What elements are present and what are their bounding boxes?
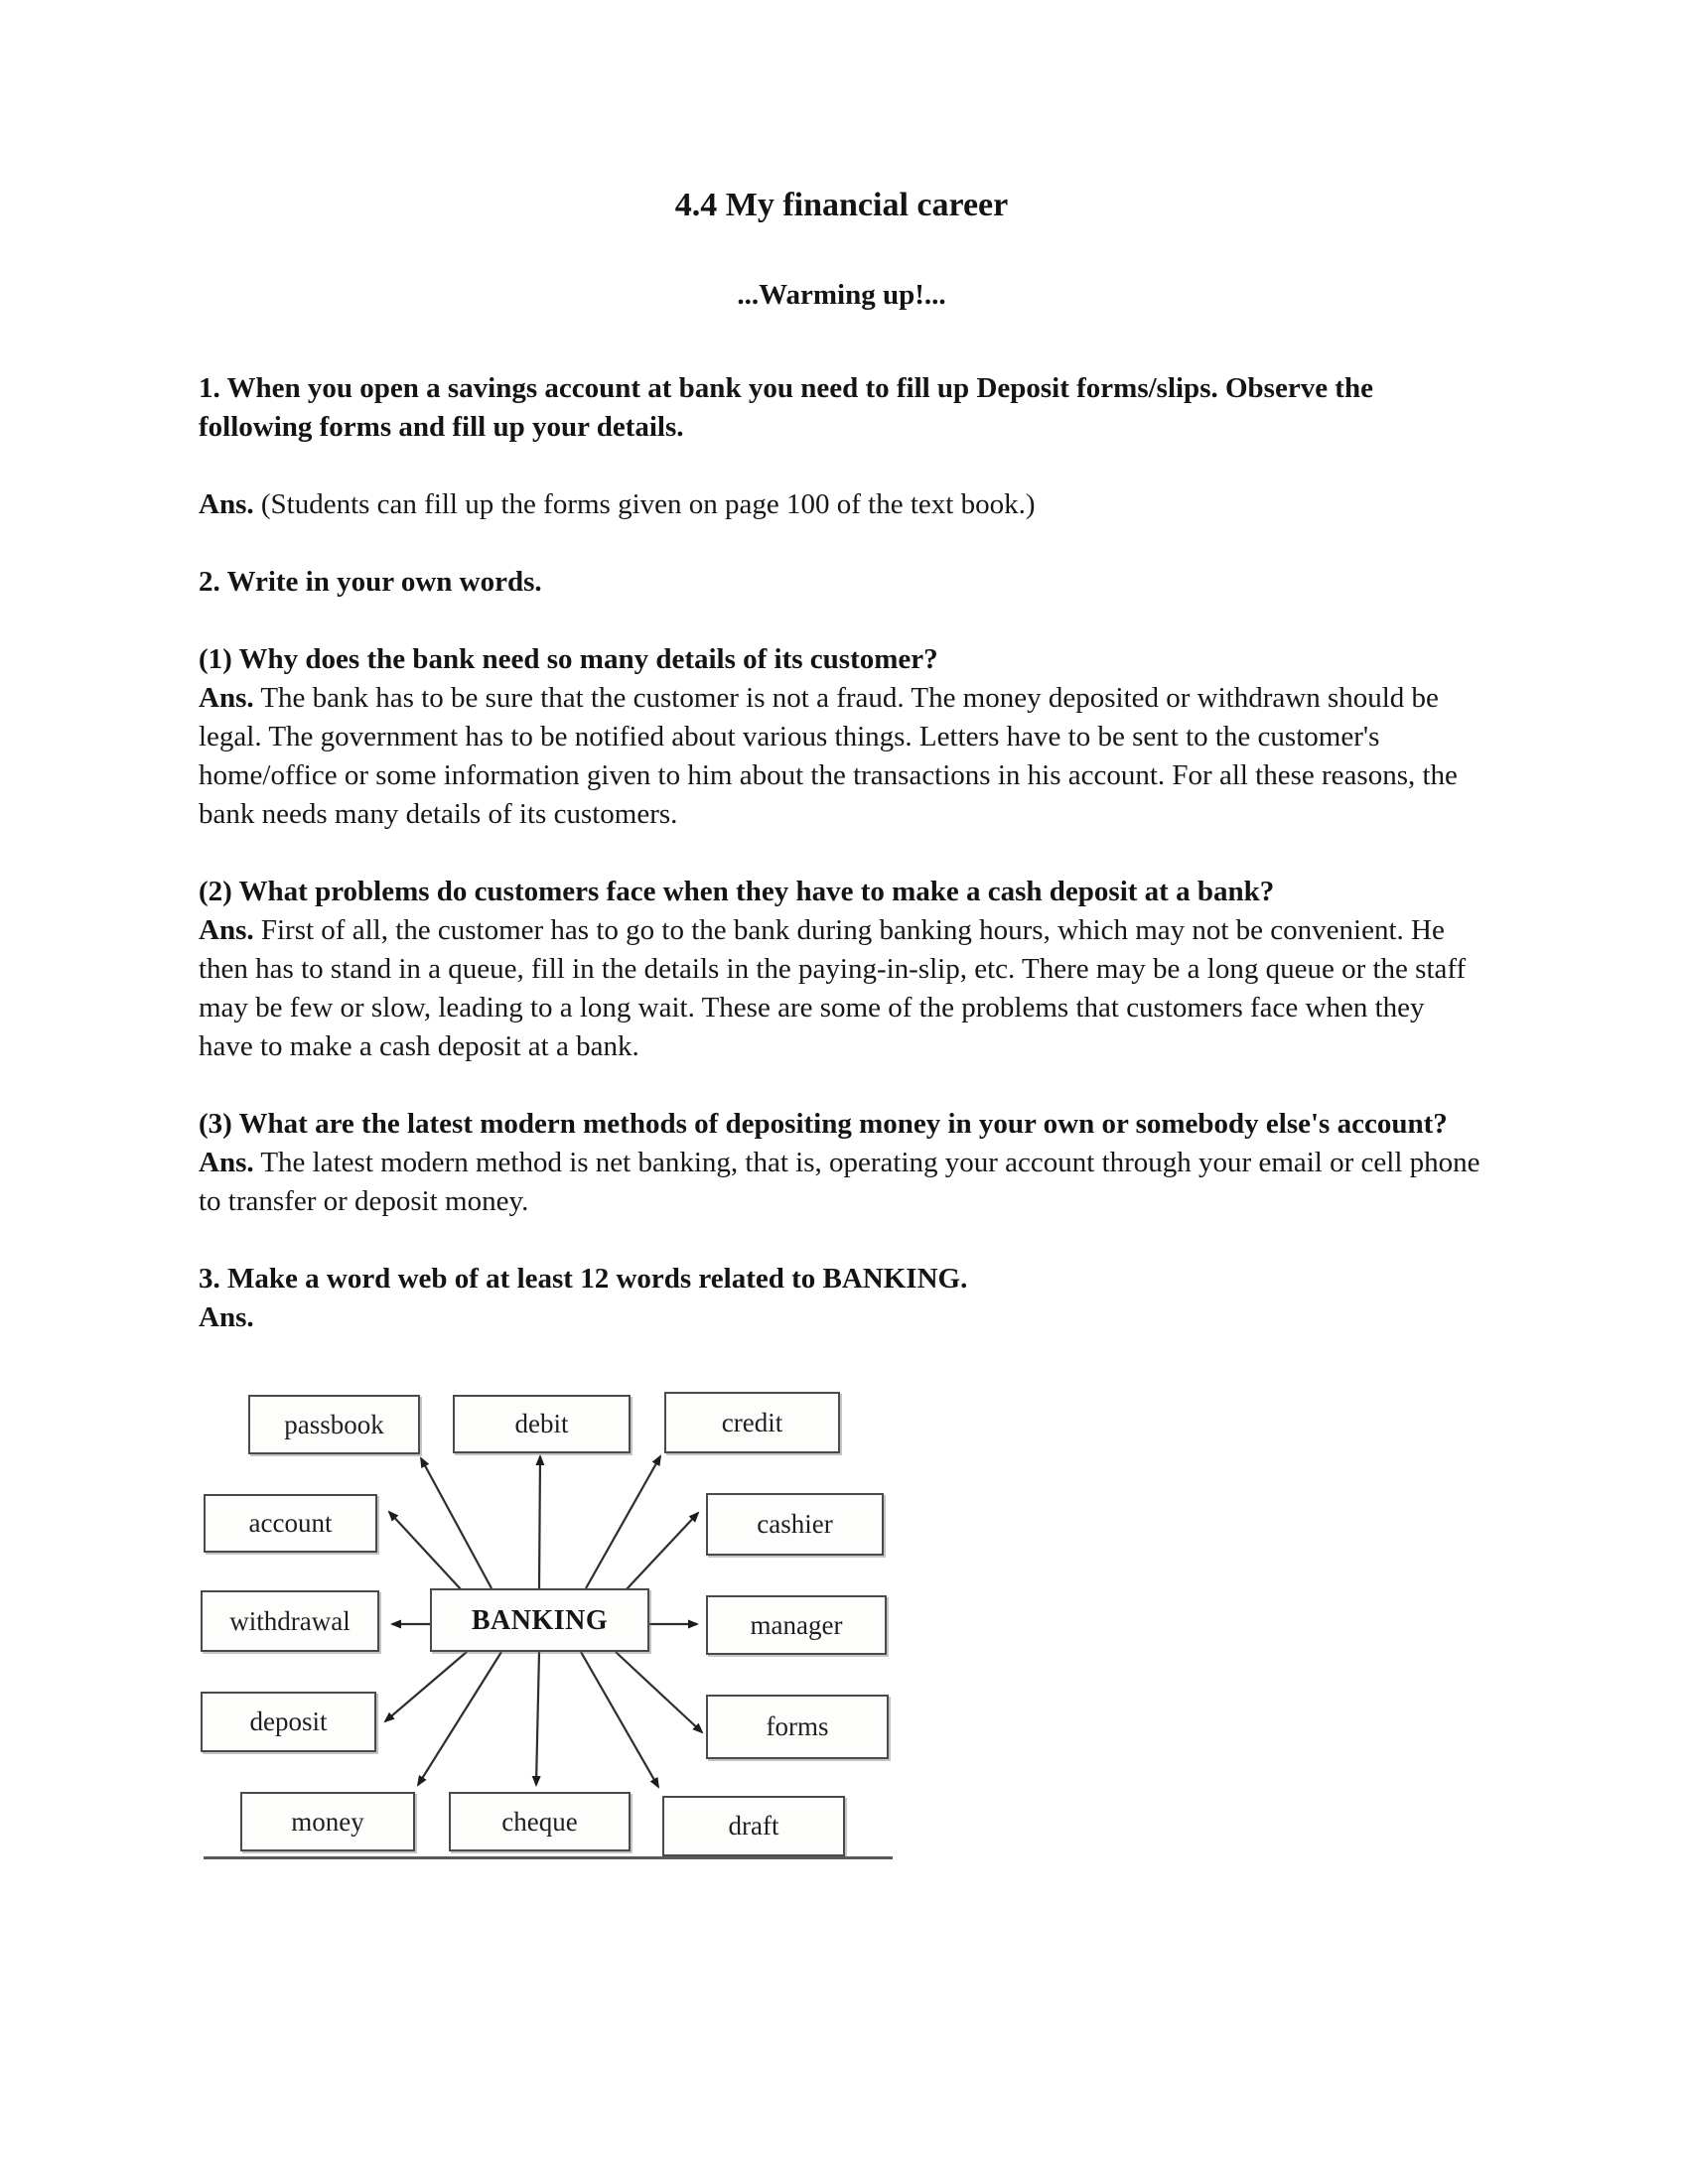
word-web-node-money: money [240,1792,415,1851]
word-web-node-credit: credit [664,1392,840,1453]
answer-1-label: Ans. [199,488,254,520]
answer-2-2-label: Ans. [199,914,254,946]
question-2-heading: 2. Write in your own words. [199,566,542,598]
word-web-node-cheque: cheque [449,1792,631,1851]
answer-2-2-text: First of all, the customer has to go to the bank during banking hours, which may not be convenient. He then has to stand in a queue, fill in the details in the paying-in-slip, etc. There may be a long queue or the staff may be few or slow, leading to a long wait. These are some of the problems that customers face when they have to make a cash deposit at a bank. [199,914,1467,1062]
answer-2-2 [199,911,1484,1066]
answer-2-3-label: Ans. [199,1147,254,1178]
word-web-node-debit: debit [453,1395,631,1453]
word-web-node-manager: manager [706,1595,887,1655]
word-web-node-draft: draft [662,1796,845,1856]
answer-3-label: Ans. [199,1301,254,1333]
word-web-node-cashier: cashier [706,1493,884,1556]
answer-2-1 [199,679,1484,834]
word-web-node-deposit: deposit [201,1692,376,1752]
question-2-3: (3) What are the latest modern methods of depositing money in your own or somebody else's account? [199,1108,1448,1140]
word-web-node-forms: forms [706,1695,889,1759]
question-2-2: (2) What problems do customers face when they have to make a cash deposit at a bank? [199,876,1275,907]
question-1: 1. When you open a savings account at bank you need to fill up Deposit forms/slips. Observe the following forms and fill up your details. [199,372,1373,443]
page-title: 4.4 My financial career [674,187,1009,223]
document-page [199,185,1484,1878]
qa-block-3 [199,1260,1484,1337]
qa-block-2-3 [199,1105,1484,1221]
qa-block-2-2 [199,873,1484,1066]
word-web-node-account: account [204,1494,377,1553]
diagram-baseline-rule [204,1856,893,1859]
word-web-node-withdrawal: withdrawal [201,1590,379,1652]
question-2-1: (1) Why does the bank need so many details of its customer? [199,643,938,675]
question-3: 3. Make a word web of at least 12 words related to BANKING. [199,1263,968,1295]
word-web-center-banking: BANKING [430,1588,649,1652]
word-web-diagram [199,1382,904,1878]
word-web-node-passbook: passbook [248,1395,420,1454]
answer-2-1-text: The bank has to be sure that the customer is not a fraud. The money deposited or withdrawn should be legal. The government has to be notified about various things. Letters have to be sent to the customer's home/office or some information given to him about the transactions in his account. For all these reasons, the bank needs many details of its customers. [199,682,1458,830]
qa-block-2-1 [199,640,1484,834]
page-subtitle: ...Warming up!... [737,279,946,311]
answer-2-3 [199,1144,1484,1221]
answer-1-text: (Students can fill up the forms given on page 100 of the text book.) [260,488,1036,520]
answer-2-1-label: Ans. [199,682,254,714]
answer-2-3-text: The latest modern method is net banking, that is, operating your account through your email or cell phone to transfer or deposit money. [199,1147,1480,1217]
answer-1 [199,485,1484,524]
